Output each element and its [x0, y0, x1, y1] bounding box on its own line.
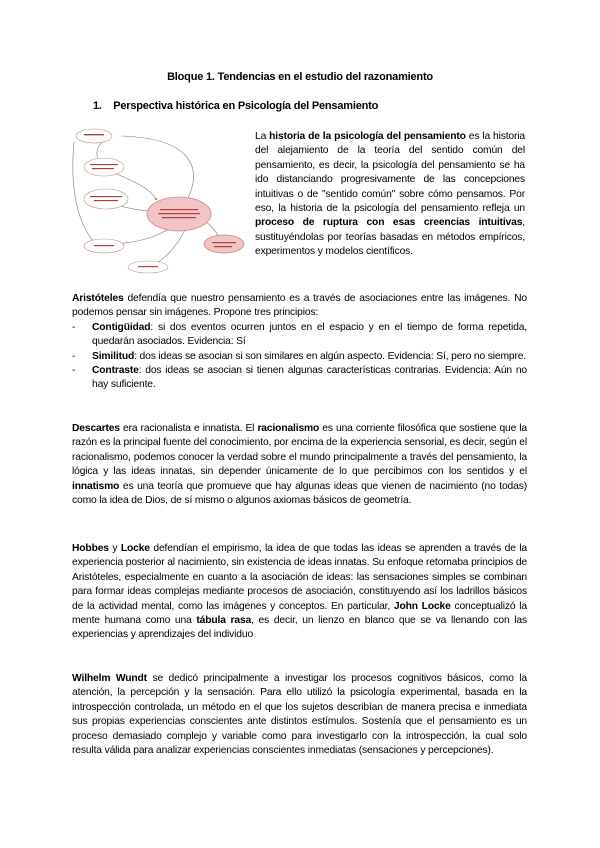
principle-term: Similitud — [92, 350, 135, 362]
intro-bold-term: historia de la psicología del pensamiento — [269, 131, 466, 142]
diagram-node-left — [84, 189, 128, 209]
principle-term: Contigüidad — [92, 321, 151, 333]
diagram-node-text — [212, 242, 236, 243]
intro-text: , sustituyéndolas por teorías basadas en métodos empíricos, experimentos y modelos científicos. — [255, 217, 525, 258]
diagram-node-text — [94, 245, 114, 246]
intro-bold-term: proceso de ruptura con esas creencias intuitivas — [255, 217, 523, 229]
diagram-node-text — [92, 168, 114, 169]
list-item — [72, 350, 527, 364]
locke-name: Locke — [120, 543, 150, 554]
diagram-node-text — [214, 246, 232, 247]
hobbes-text: conceptualizó la mente humana como una — [72, 600, 527, 627]
principle-text: : si dos eventos ocurren juntos en el espacio y en el tiempo de forma repetida, quedarán asociados. Evidencia: Sí — [92, 321, 527, 348]
diagram-node-right — [204, 235, 244, 253]
intro-text: es la historia del alejamiento de la teoría del sentido común del pensamiento, es decir, la psicología del pensamiento se ha ido distanciando progresivamente de las concepciones intuitivas o de "sentido común" sobre cómo pensamos. Por eso, la historia de la psicología del pensamiento refleja un — [255, 131, 525, 215]
diagram-edge — [151, 228, 186, 266]
wundt-text: se dedicó principalmente a investigar los procesos cognitivos básicos, como la atención, la percepción y la sensación. Para ello utilizó la psicología experimental, basada en la introspección controlada, un método en el que los sujetos describían de manera precisa e inmediata sus propias experiencias conscientes ante distintos estímulos. Sostenía que el pensamiento es un proceso demasiado complejo y variable como para investigarlo con la introspección, la cual solo resulta válida para analizar experiencias conscientes inmediatas (sensaciones y percepciones). — [72, 673, 528, 757]
descartes-name: Descartes — [72, 423, 120, 434]
diagram-node-text — [90, 164, 118, 165]
diagram-node-text — [84, 134, 104, 135]
list-item — [72, 364, 527, 393]
descartes-text: era racionalista e innatista. El — [119, 423, 258, 434]
descartes-paragraph — [72, 422, 527, 508]
diagram-node-text — [138, 266, 158, 267]
descartes-text: es una corriente filosófica que sostiene que la razón es la principal fuente del conocimiento, por encima de la experiencia sensorial, es decir, según el racionalismo, podemos conocer la verdad sobre el mundo principalmente a través del pensamiento, la lógica y las ideas innatas, sin depender únicamente de lo que percibimos con los sentidos y el — [72, 423, 528, 478]
diagram-edge — [121, 136, 193, 202]
section-title: Perspectiva histórica en Psicología del Pensamiento — [113, 100, 379, 112]
diagram-node-text — [158, 213, 200, 214]
principles-list — [72, 321, 527, 393]
principle-term: Contraste — [92, 365, 139, 377]
wundt-name: Wilhelm Wundt — [72, 673, 147, 684]
section-number: 1. — [93, 100, 102, 112]
aristoteles-paragraph — [72, 292, 527, 393]
intro-text: La — [255, 131, 270, 142]
hobbes-name: Hobbes — [72, 543, 109, 554]
principle-text: : dos ideas se asocian si son similares en algún aspecto. Evidencia: Sí, pero no siempre. — [134, 350, 527, 362]
section-heading — [93, 100, 378, 112]
diagram-arrowhead — [155, 198, 157, 200]
concept-map-diagram — [66, 124, 246, 280]
hobbes-text: , es decir, un lienzo en blanco que se va llenando con las experiencias y aprendizajes del individuo — [72, 615, 527, 641]
principle-text: : dos ideas se asocian si tienen algunas características contrarias. Evidencia: Aún no hay suficiente. — [92, 365, 527, 391]
page-title: Bloque 1. Tendencias en el estudio del razonamiento — [167, 71, 433, 83]
diagram-node-upper-left — [84, 158, 124, 176]
aristoteles-name: Aristóteles — [72, 293, 124, 304]
intro-paragraph — [255, 130, 525, 260]
john-locke-name: John Locke — [393, 600, 451, 612]
diagram-node-text — [90, 196, 122, 197]
descartes-bold-term: racionalismo — [257, 423, 320, 434]
diagram-node-top — [76, 129, 112, 143]
hobbes-locke-paragraph — [72, 542, 527, 643]
diagram-node-text — [162, 217, 196, 218]
hobbes-text: defendían el empirismo, la idea de que todas las ideas se aprenden a través de la experiencia posterior al nacimiento, sin existencia de ideas innatas. Su enfoque retomaba principios de Aristóteles, especialmente en cuanto a la asociación de ideas: las sensaciones simples se combinan para formar ideas complejas mediante procesos de asociación, constituyendo así los ladrillos básicos de la actividad mental, como las imágenes y conceptos. En particular, — [72, 543, 527, 612]
hobbes-text: y — [108, 543, 121, 554]
wundt-paragraph — [72, 672, 527, 758]
aristoteles-text: defendía que nuestro pensamiento es a través de asociaciones entre las imágenes. No podemos pensar sin imágenes. Propone tres principios: — [72, 293, 527, 319]
descartes-text: es una teoría que promueve que hay algunas ideas que vienen de nacimiento (no todas) como la idea de Dios, de sí mismo o algunos axiomas básicos de geometría. — [72, 480, 527, 507]
tabula-rasa-term: tábula rasa — [196, 615, 252, 627]
diagram-node-text — [160, 209, 198, 210]
diagram-node-text — [94, 200, 118, 201]
list-item — [72, 321, 527, 350]
descartes-bold-term: innatismo — [72, 480, 120, 492]
